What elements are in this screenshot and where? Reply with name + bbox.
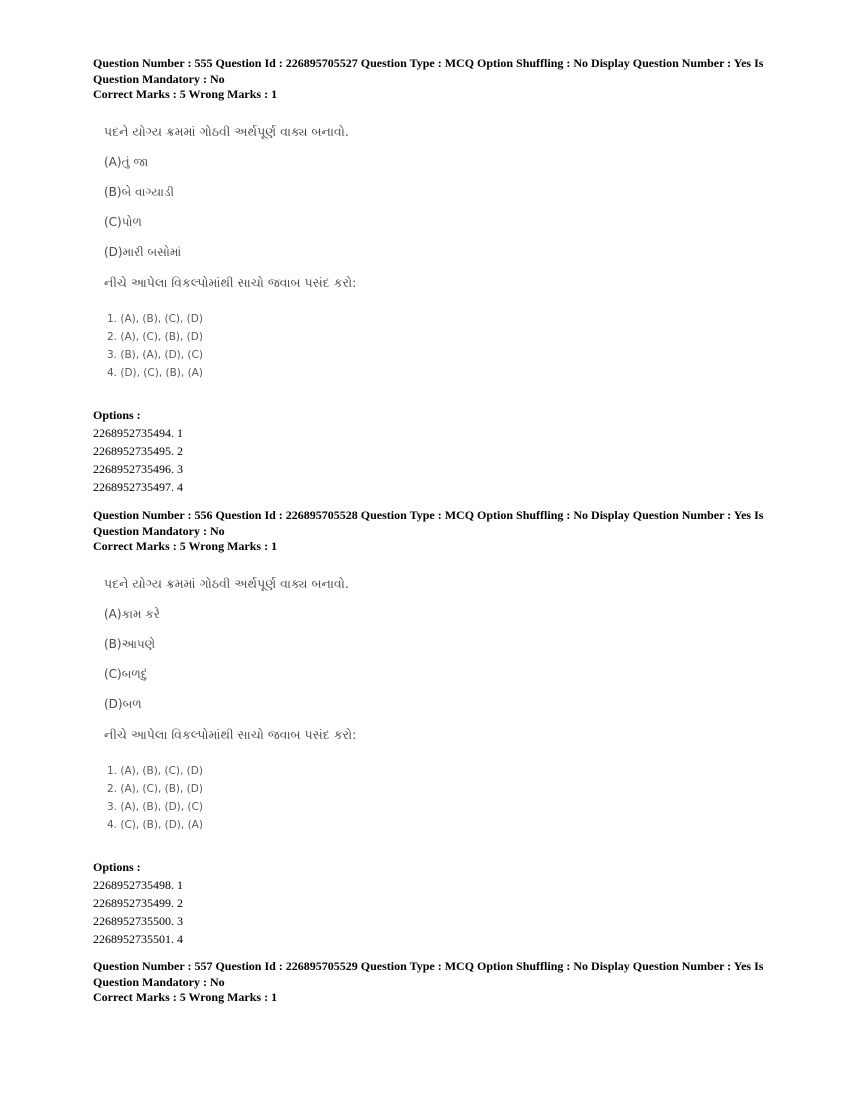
answer-choice: 2. (A), (C), (B), (D) — [107, 782, 203, 795]
options-list — [93, 406, 773, 496]
question-block-555 — [93, 56, 773, 496]
answer-choices — [107, 762, 773, 834]
question-prompt: નીચે આપેલા વિકલ્પોમાંથી સાચો જવાબ પસંદ કરો: — [104, 726, 357, 742]
question-item: (C)પોળ — [104, 214, 142, 229]
answer-choice: 3. (A), (B), (D), (C) — [107, 800, 203, 813]
question-prompt: નીચે આપેલા વિકલ્પોમાંથી સાચો જવાબ પસંદ કરો: — [104, 274, 357, 290]
answer-choice: 2. (A), (C), (B), (D) — [107, 330, 203, 343]
question-mandatory: Question Mandatory : No — [93, 523, 225, 538]
question-item: (B)બે વાગ્યાડી — [104, 184, 174, 199]
option-id: 2268952735497. 4 — [93, 479, 183, 494]
answer-choice: 3. (B), (A), (D), (C) — [107, 348, 203, 361]
answer-choice: 1. (A), (B), (C), (D) — [107, 312, 203, 325]
question-item: (A)કામ કરે — [104, 606, 160, 621]
question-meta-line: Question Number : 555 Question Id : 226895705527 Question Type : MCQ Option Shuffling : No Display Question Number : Yes Is — [93, 56, 764, 70]
question-meta-line: Question Number : 557 Question Id : 226895705529 Question Type : MCQ Option Shuffling : No Display Question Number : Yes Is — [93, 959, 764, 973]
answer-choices — [107, 310, 773, 382]
options-label: Options : — [93, 407, 141, 422]
question-header — [93, 508, 773, 555]
option-id: 2268952735496. 3 — [93, 461, 183, 476]
answer-choice: 4. (D), (C), (B), (A) — [107, 366, 203, 379]
question-marks: Correct Marks : 5 Wrong Marks : 1 — [93, 87, 278, 101]
option-id: 2268952735494. 1 — [93, 425, 183, 440]
question-header — [93, 56, 773, 103]
question-item: (D)મારી બસોમાં — [104, 244, 182, 259]
question-item: (C)બળદું — [104, 666, 148, 681]
answer-choice: 1. (A), (B), (C), (D) — [107, 764, 203, 777]
question-marks: Correct Marks : 5 Wrong Marks : 1 — [93, 539, 278, 553]
question-marks: Correct Marks : 5 Wrong Marks : 1 — [93, 990, 278, 1004]
question-item: (A)તું જા — [104, 154, 149, 169]
question-meta-line: Question Number : 556 Question Id : 226895705528 Question Type : MCQ Option Shuffling : No Display Question Number : Yes Is — [93, 508, 764, 522]
question-block-557 — [93, 959, 773, 1006]
option-id: 2268952735495. 2 — [93, 443, 183, 458]
question-mandatory: Question Mandatory : No — [93, 71, 225, 86]
answer-choice: 4. (C), (B), (D), (A) — [107, 818, 203, 831]
option-id: 2268952735498. 1 — [93, 877, 183, 892]
question-instruction: પદને યોગ્ય ક્રમમાં ગોઠવી અર્થપૂર્ણ વાક્ય બનાવો. — [104, 123, 349, 139]
question-block-556 — [93, 508, 773, 948]
question-body — [93, 574, 773, 948]
question-item: (D)બળ — [104, 696, 142, 711]
option-id: 2268952735501. 4 — [93, 931, 183, 946]
question-header — [93, 959, 773, 1006]
options-list — [93, 858, 773, 948]
question-body — [93, 122, 773, 496]
question-item: (B)આપણે — [104, 636, 156, 651]
options-label: Options : — [93, 859, 141, 874]
question-mandatory: Question Mandatory : No — [93, 974, 225, 989]
question-instruction: પદને યોગ્ય ક્રમમાં ગોઠવી અર્થપૂર્ણ વાક્ય બનાવો. — [104, 575, 349, 591]
option-id: 2268952735499. 2 — [93, 895, 183, 910]
option-id: 2268952735500. 3 — [93, 913, 183, 928]
